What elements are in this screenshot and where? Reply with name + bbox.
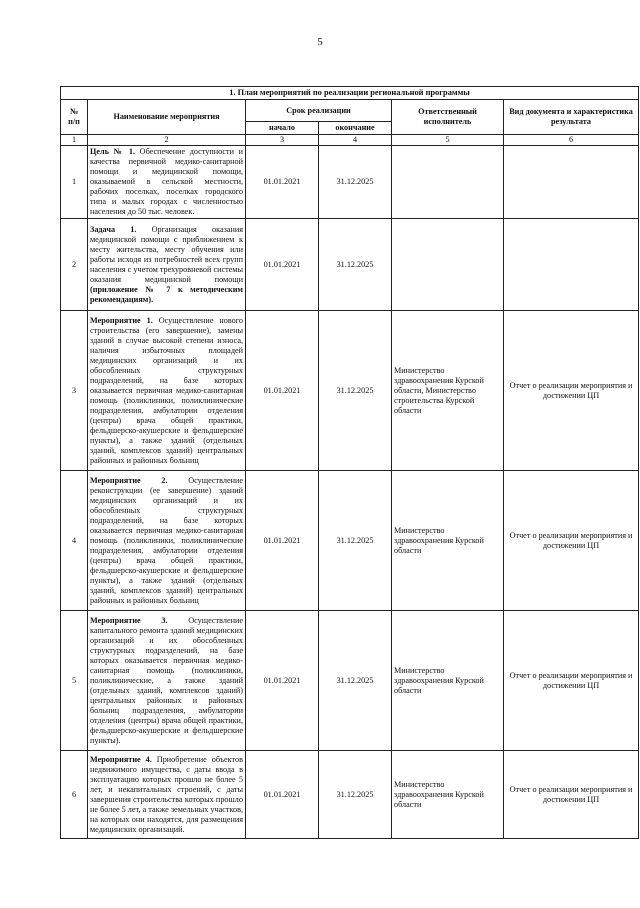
activity-name	[88, 219, 246, 311]
plan-table	[60, 86, 639, 839]
executor: Министерство здравоохранения Курской области	[392, 611, 504, 751]
executor: Министерство здравоохранения Курской области	[392, 471, 504, 611]
start-date: 01.01.2021	[246, 471, 319, 611]
executor	[392, 146, 504, 219]
table-row	[61, 146, 639, 219]
end-date: 31.12.2025	[319, 219, 392, 311]
activity-description: Обеспечение доступности и качества первичной медико-санитарной помощи и медицинской помощи, оказываемой в сельской местности, рабочих поселках, поселках городского типа и малых городах с численностью населения до 50 тыс. человек.	[90, 147, 243, 217]
header-result: Вид документа и характеристика результата	[504, 100, 639, 135]
start-date: 01.01.2021	[246, 219, 319, 311]
header-period: Срок реализации	[246, 100, 392, 122]
end-date: 31.12.2025	[319, 611, 392, 751]
header-end: окончание	[319, 122, 392, 135]
end-date: 31.12.2025	[319, 311, 392, 471]
activity-label: Задача 1.	[90, 224, 137, 234]
table-row	[61, 611, 639, 751]
result-type	[504, 146, 639, 219]
row-number: 1	[61, 146, 88, 219]
table-row	[61, 471, 639, 611]
activity-description: Организация оказания медицинской помощи с приближением к месту жительства, месту обучения или работы исходя из потребностей всех групп населения с учетом трехуровневой системы оказания медицинской помощи	[90, 224, 243, 284]
result-type	[504, 219, 639, 311]
column-index: 2	[88, 135, 246, 146]
activity-description: Осуществление реконструкции (ее завершение) зданий медицинских организаций и их обособленных структурных подразделений, на базе которых оказывается первичная медико-санитарная помощь (поликлиники, поликлинические подразделения, амбулатории отделения (центры) врача общей практики, фельдшерско-акушерские и фельдшерские пункты), а также зданий (отдельных зданий, комплексов зданий) центральных районных и районных больниц	[90, 475, 243, 605]
column-index: 4	[319, 135, 392, 146]
activity-label: Мероприятие 1.	[90, 315, 153, 325]
start-date: 01.01.2021	[246, 311, 319, 471]
page-number: 5	[317, 36, 323, 48]
column-index: 6	[504, 135, 639, 146]
header-executor: Ответственный исполнитель	[392, 100, 504, 135]
result-type: Отчет о реализации мероприятия и достижении ЦП	[504, 471, 639, 611]
header-num: № п/п	[61, 100, 88, 135]
activity-label: Мероприятие 4.	[90, 754, 152, 764]
result-type: Отчет о реализации мероприятия и достижении ЦП	[504, 311, 639, 471]
executor: Министерство здравоохранения Курской области	[392, 751, 504, 839]
activity-description: Осуществление капитального ремонта зданий медицинских организаций и их обособленных структурных подразделений, на базе которых оказывается первичная медико-санитарная помощь (поликлиники, поликлинические, а также зданий (отдельных зданий, комплексов зданий) центральных районных и районных больниц подразделения, амбулатории отделения (центры) врача общей практики, фельдшерско-акушерские и фельдшерские пункты).	[90, 615, 243, 745]
activity-label: Мероприятие 3.	[90, 615, 168, 625]
result-type: Отчет о реализации мероприятия и достижении ЦП	[504, 751, 639, 839]
end-date: 31.12.2025	[319, 471, 392, 611]
activity-description: Осуществление нового строительства (его завершение), замены зданий в случае высокой степени износа, наличия избыточных площадей медицинских организаций и их обособленных структурных подразделений, на базе которых оказывается первичная медико-санитарная помощь (поликлиники, поликлинические подразделения, амбулатории отделения (центры) врача общей практики, фельдшерско-акушерские и фельдшерские пункты), а также зданий (отдельных зданий, комплексов зданий) центральных районных и районных больниц	[90, 315, 243, 465]
column-index-row	[61, 135, 639, 146]
header-name: Наименование мероприятия	[88, 100, 246, 135]
table-caption: 1. План мероприятий по реализации региональной программы	[61, 87, 639, 100]
result-type: Отчет о реализации мероприятия и достижении ЦП	[504, 611, 639, 751]
end-date: 31.12.2025	[319, 146, 392, 219]
column-index: 3	[246, 135, 319, 146]
table-row	[61, 219, 639, 311]
executor	[392, 219, 504, 311]
activity-name	[88, 146, 246, 219]
executor: Министерство здравоохранения Курской области, Министерство строительства Курской области	[392, 311, 504, 471]
table-row	[61, 311, 639, 471]
end-date: 31.12.2025	[319, 751, 392, 839]
column-index: 5	[392, 135, 504, 146]
row-number: 3	[61, 311, 88, 471]
table-row	[61, 751, 639, 839]
row-number: 5	[61, 611, 88, 751]
activity-label: Мероприятие 2.	[90, 475, 168, 485]
activity-name	[88, 311, 246, 471]
start-date: 01.01.2021	[246, 751, 319, 839]
activity-note: (приложение № 7 к методическим рекомендациям).	[90, 284, 243, 304]
header-start: начало	[246, 122, 319, 135]
row-number: 4	[61, 471, 88, 611]
activity-name	[88, 611, 246, 751]
activity-name	[88, 471, 246, 611]
start-date: 01.01.2021	[246, 146, 319, 219]
row-number: 2	[61, 219, 88, 311]
activity-name	[88, 751, 246, 839]
row-number: 6	[61, 751, 88, 839]
column-index: 1	[61, 135, 88, 146]
activity-label: Цель № 1.	[90, 147, 136, 157]
activity-description: Приобретение объектов недвижимого имущества, с даты ввода в эксплуатацию которых прошло не более 5 лет, и некапитальных строений, с даты завершения строительства которых прошло не более 5 лет, а также земельных участков, на которых они находятся, для размещения медицинских организаций.	[90, 754, 243, 834]
start-date: 01.01.2021	[246, 611, 319, 751]
